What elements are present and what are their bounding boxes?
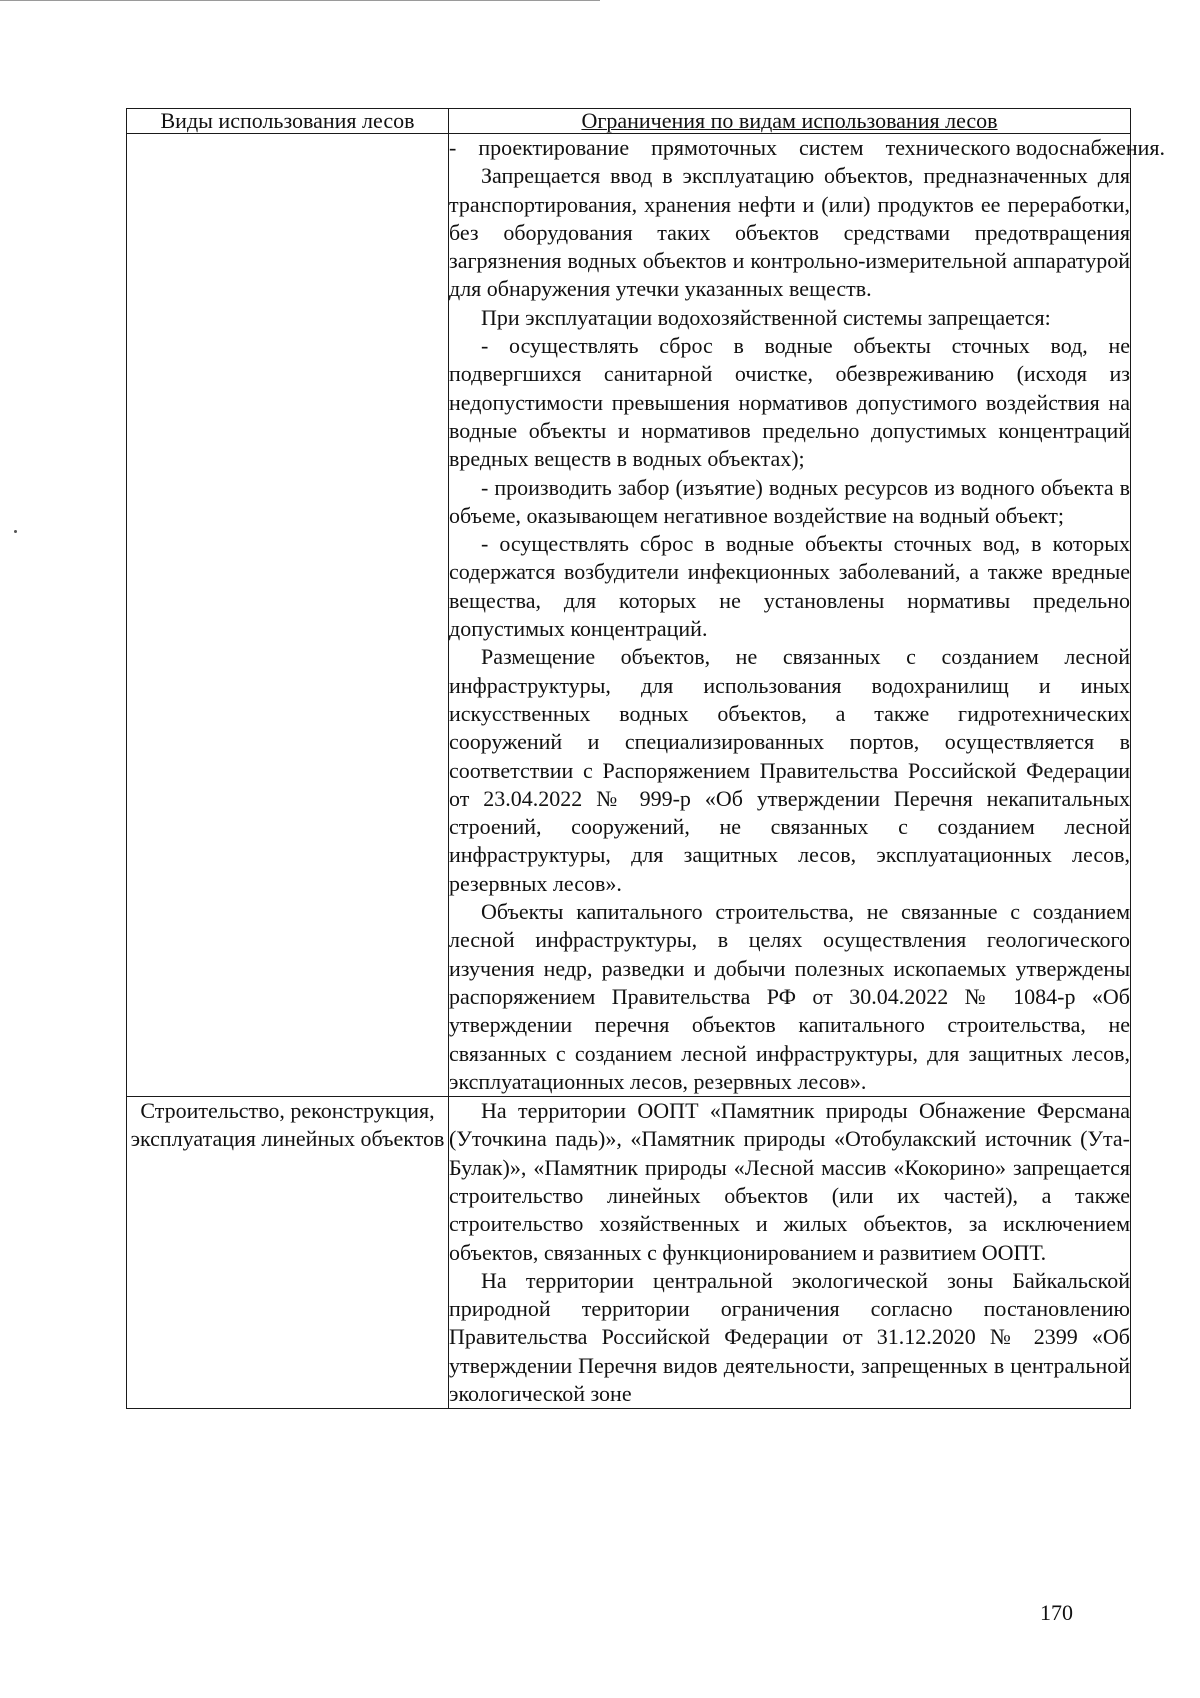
- scan-speck: [14, 530, 17, 533]
- page-number: 170: [1040, 1600, 1073, 1625]
- restriction-paragraph: - проектирование прямоточных систем технического водоснабжения.: [449, 135, 1166, 160]
- restriction-paragraph: - производить забор (изъятие) водных ресурсов из водного объекта в объеме, оказывающем негативное воздействие на водный объект;: [449, 474, 1130, 528]
- table-row: [127, 134, 1131, 1097]
- forest-use-restrictions-table: [126, 108, 1166, 1409]
- use-type-cell: Строительство, реконструкция, эксплуатация линейных объектов: [127, 1097, 449, 1409]
- restriction-paragraph: Объекты капитального строительства, не связанные с созданием лесной инфраструктуры, в целях осуществления геологического изучения недр, разведки и добычи полезных ископаемых утверждены распоряжением Правительства РФ от 30.04.2022 № 1084-р «Об утверждении перечня объектов капитального строительства, не связанных с созданием лесной инфраструктуры, для защитных лесов, эксплуатационных лесов, резервных лесов».: [449, 899, 1130, 1094]
- restriction-paragraph: При эксплуатации водохозяйственной системы запрещается:: [481, 304, 1051, 330]
- scan-edge-line: [0, 0, 600, 1]
- use-type-cell: [127, 134, 449, 1097]
- restriction-paragraph: Запрещается ввод в эксплуатацию объектов, предназначенных для транспортирования, хранения нефти и (или) продуктов ее переработки, без оборудования таких объектов средствами предотвращения загрязнения водных объектов и контрольно-измерительной аппаратурой для обнаружения утечки указанных веществ.: [449, 163, 1130, 302]
- restrictions-cell: [449, 1097, 1131, 1409]
- restriction-paragraph: На территории ООПТ «Памятник природы Обнажение Ферсмана (Уточкина падь)», «Памятник природы «Отобулакский источник (Ута-Булак)», «Памятник природы «Лесной массив «Кокорино» запрещается строительство линейных объектов (или их частей), а также строительство хозяйственных и жилых объектов, за исключением объектов, связанных с функционированием и развитием ООПТ.: [449, 1098, 1130, 1265]
- table-row: [127, 1097, 1131, 1409]
- header-restrictions: Ограничения по видам использования лесов: [449, 109, 1131, 134]
- restriction-paragraph: - осуществлять сброс в водные объекты сточных вод, не подвергшихся санитарной очистке, обезвреживанию (исходя из недопустимости превышения нормативов допустимого воздействия на водные объекты и нормативов предельно допустимых концентраций вредных веществ в водных объектах);: [449, 333, 1130, 472]
- restriction-paragraph: - осуществлять сброс в водные объекты сточных вод, в которых содержатся возбудители инфекционных заболеваний, а также вредные вещества, для которых не установлены нормативы предельно допустимых концентраций.: [449, 531, 1130, 642]
- restrictions-cell: [449, 134, 1166, 1097]
- restriction-paragraph: Размещение объектов, не связанных с созданием лесной инфраструктуры, для использования водохранилищ и иных искусственных водных объектов, а также гидротехнических сооружений и специализированных портов, осуществляется в соответствии с Распоряжением Правительства Российской Федерации от 23.04.2022 № 999-р «Об утверждении Перечня некапитальных строений, сооружений, не связанных с созданием лесной инфраструктуры, для защитных лесов, эксплуатационных лесов, резервных лесов».: [449, 644, 1130, 896]
- restriction-paragraph: На территории центральной экологической зоны Байкальской природной территории ограничения согласно постановлению Правительства Российской Федерации от 31.12.2020 № 2399 «Об утверждении Перечня видов деятельности, запрещенных в центральной экологической зоне: [449, 1267, 1130, 1407]
- header-use-types: Виды использования лесов: [127, 109, 449, 134]
- table-header-row: [127, 109, 1131, 134]
